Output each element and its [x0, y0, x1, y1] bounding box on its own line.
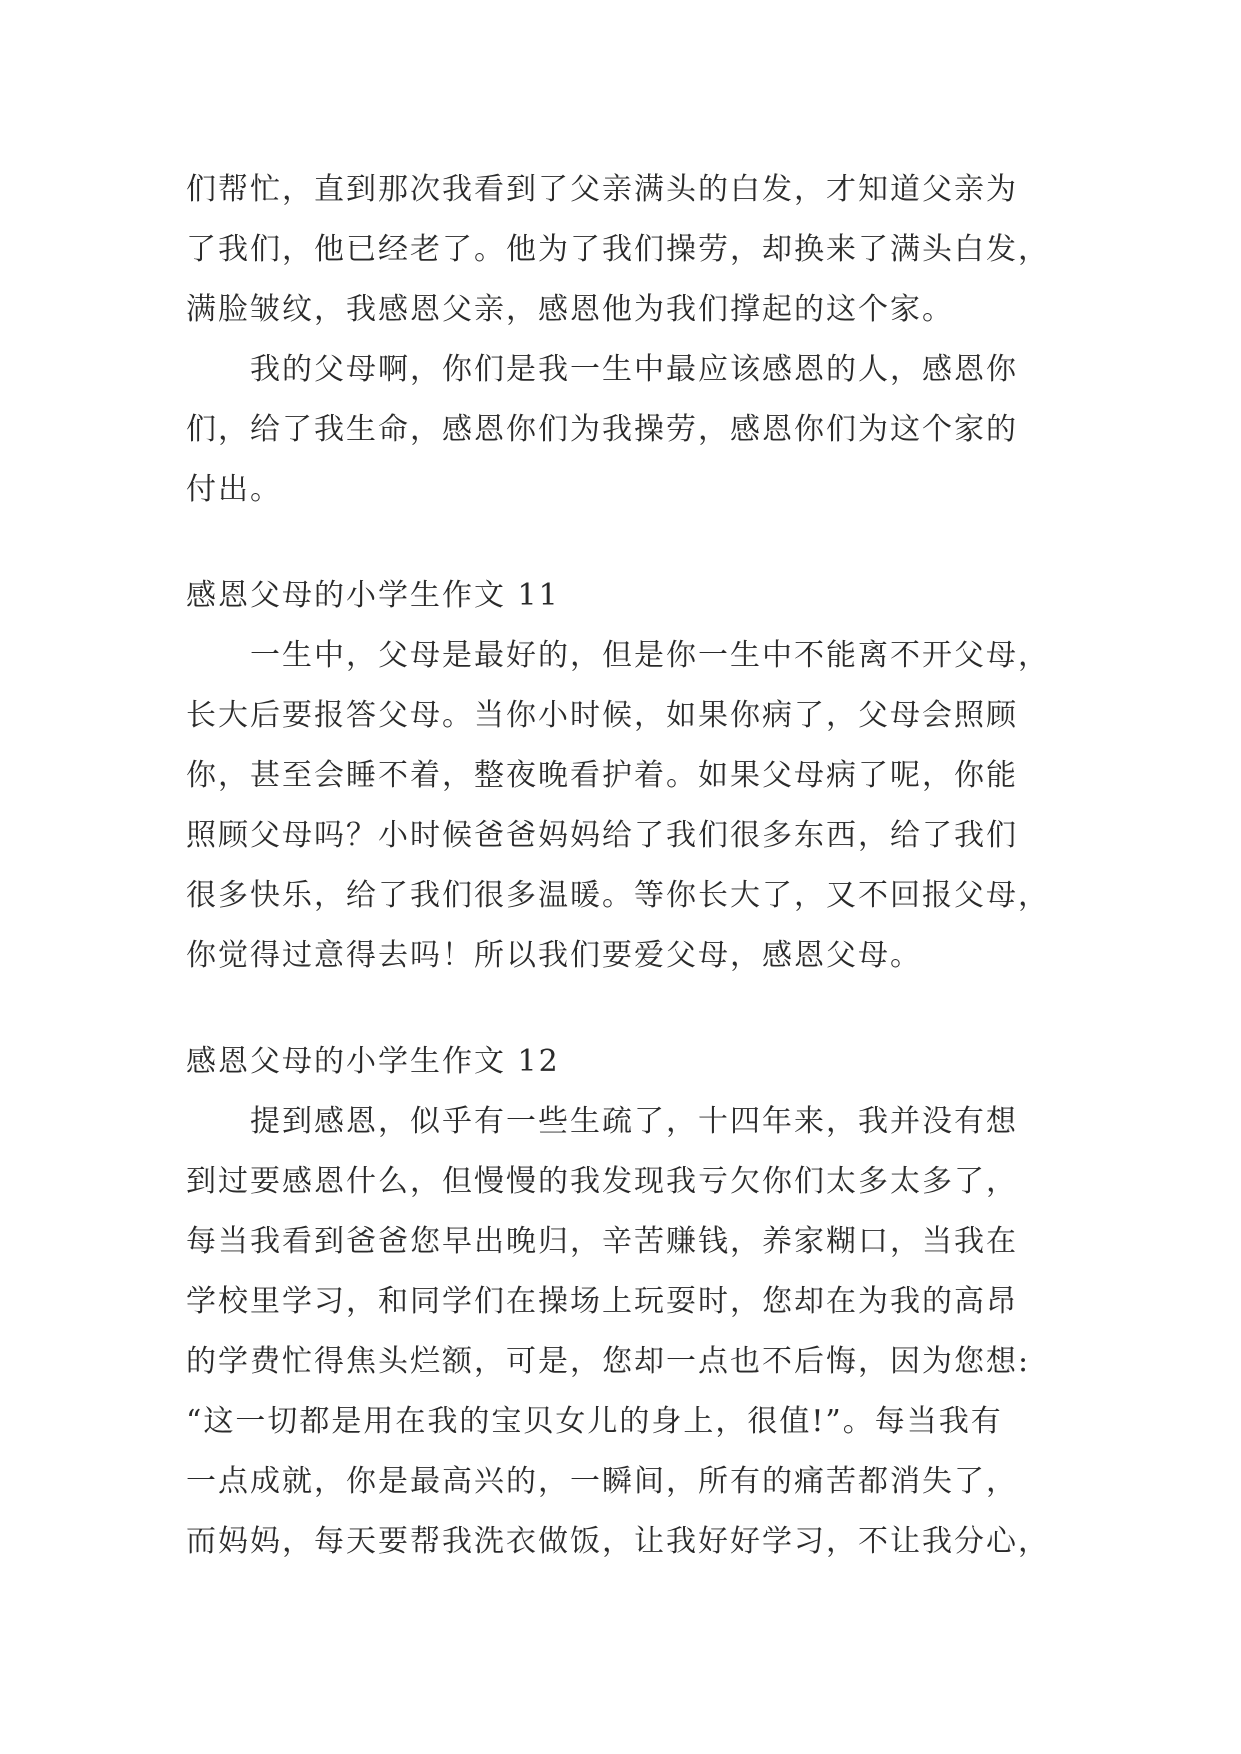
paragraph-line: 们，给了我生命，感恩你们为我操劳，感恩你们为这个家的: [186, 412, 1018, 447]
paragraph-line: 你觉得过意得去吗！所以我们要爱父母，感恩父母。: [186, 938, 922, 973]
paragraph-line: 付出。: [186, 472, 282, 507]
essay-title: 感恩父母的小学生作文 12: [186, 1044, 560, 1079]
paragraph-line: 了我们，他已经老了。他为了我们操劳，却换来了满头白发，: [186, 232, 1050, 267]
paragraph-line: 一生中，父母是最好的，但是你一生中不能离不开父母，: [250, 638, 1050, 673]
paragraph-line: 长大后要报答父母。当你小时候，如果你病了，父母会照顾: [186, 698, 1018, 733]
paragraph-line: 到过要感恩什么，但慢慢的我发现我亏欠你们太多太多了，: [186, 1164, 1018, 1199]
paragraph-line: 照顾父母吗？小时候爸爸妈妈给了我们很多东西，给了我们: [186, 818, 1018, 853]
document-page: [186, 160, 1056, 1572]
paragraph-line: 而妈妈，每天要帮我洗衣做饭，让我好好学习，不让我分心，: [186, 1524, 1050, 1559]
paragraph-line: 我的父母啊，你们是我一生中最应该感恩的人，感恩你: [250, 352, 1018, 387]
section-spacer: [186, 520, 1056, 566]
paragraph-line: 学校里学习，和同学们在操场上玩耍时，您却在为我的高昂: [186, 1284, 1018, 1319]
paragraph-line: 的学费忙得焦头烂额，可是，您却一点也不后悔，因为您想:: [186, 1344, 1031, 1379]
essay-title: 感恩父母的小学生作文 11: [186, 578, 560, 613]
paragraph-line: 一点成就，你是最高兴的，一瞬间，所有的痛苦都消失了，: [186, 1464, 1018, 1499]
paragraph-line: 满脸皱纹，我感恩父亲，感恩他为我们撑起的这个家。: [186, 292, 954, 327]
essay-12: [186, 1032, 1056, 1572]
section-spacer: [186, 986, 1056, 1032]
paragraph-line: “这一切都是用在我的宝贝女儿的身上，很值!”。每当我有: [186, 1404, 1003, 1439]
paragraph-line: 你，甚至会睡不着，整夜晚看护着。如果父母病了呢，你能: [186, 758, 1018, 793]
paragraph-line: 提到感恩，似乎有一些生疏了，十四年来，我并没有想: [250, 1104, 1018, 1139]
paragraph-line: 很多快乐，给了我们很多温暖。等你长大了，又不回报父母，: [186, 878, 1050, 913]
paragraph-line: 每当我看到爸爸您早出晚归，辛苦赚钱，养家糊口，当我在: [186, 1224, 1018, 1259]
previous-essay-text: [186, 160, 1056, 520]
essay-11: [186, 566, 1056, 986]
paragraph-line: 们帮忙，直到那次我看到了父亲满头的白发，才知道父亲为: [186, 172, 1018, 207]
